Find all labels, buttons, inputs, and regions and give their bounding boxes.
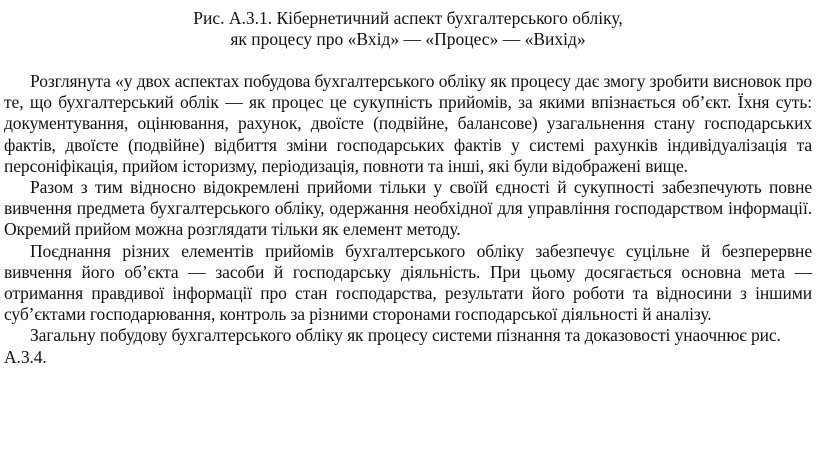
paragraph-2: Разом з тим відносно відокремлені прийоми тільки у своїй єдності й сукупності забезпечують повне вивчення предмета бухгалтерського обліку, одержання необхідної для управління господарством інформації. Окремий прийом можна розглядати тільки як елемент методу.	[4, 177, 812, 240]
paragraph-3: Поєднання різних елементів прийомів бухгалтерського обліку забезпечує суцільне й безперервне вивчення його об’єкта — засоби й господарську діяльність. При цьому досягається основна мета — отримання правдивої інформації про стан господарства, результати його роботи та відносини з іншими суб’єктами господарювання, контроль за різними сторонами господарської діяльності й аналізу.	[4, 240, 812, 325]
figure-caption-line-2: як процесу про «Вхід» — «Процес» — «Вихід»	[230, 29, 586, 49]
figure-caption-line-1: Рис. А.3.1. Кібернетичний аспект бухгалтерського обліку,	[193, 8, 623, 28]
paragraph-1: Розглянута «у двох аспектах побудова бухгалтерського обліку як процесу дає змогу зробити висновок про те, що бухгалтерський облік — як процес це сукупність прийомів, за якими впізнається об’єкт. Їхня суть: документування, оцінювання, рахунок, двоїсте (подвійне, балансове) узагальнення стану господарських фактів, двоїсте (подвійне) відбиття зміни господарських фактів у системі рахунків індивідуалізація та персоніфікація, прийом історизму, періодизація, повноти та інші, які були відображені вище.	[4, 71, 812, 176]
paragraph-4: Загальну побудову бухгалтерського обліку як процесу системи пізнання та доказовості унаочнює рис. А.3.4.	[4, 325, 781, 367]
figure-caption	[4, 8, 812, 50]
body-text	[4, 71, 812, 368]
document-page	[4, 8, 812, 368]
